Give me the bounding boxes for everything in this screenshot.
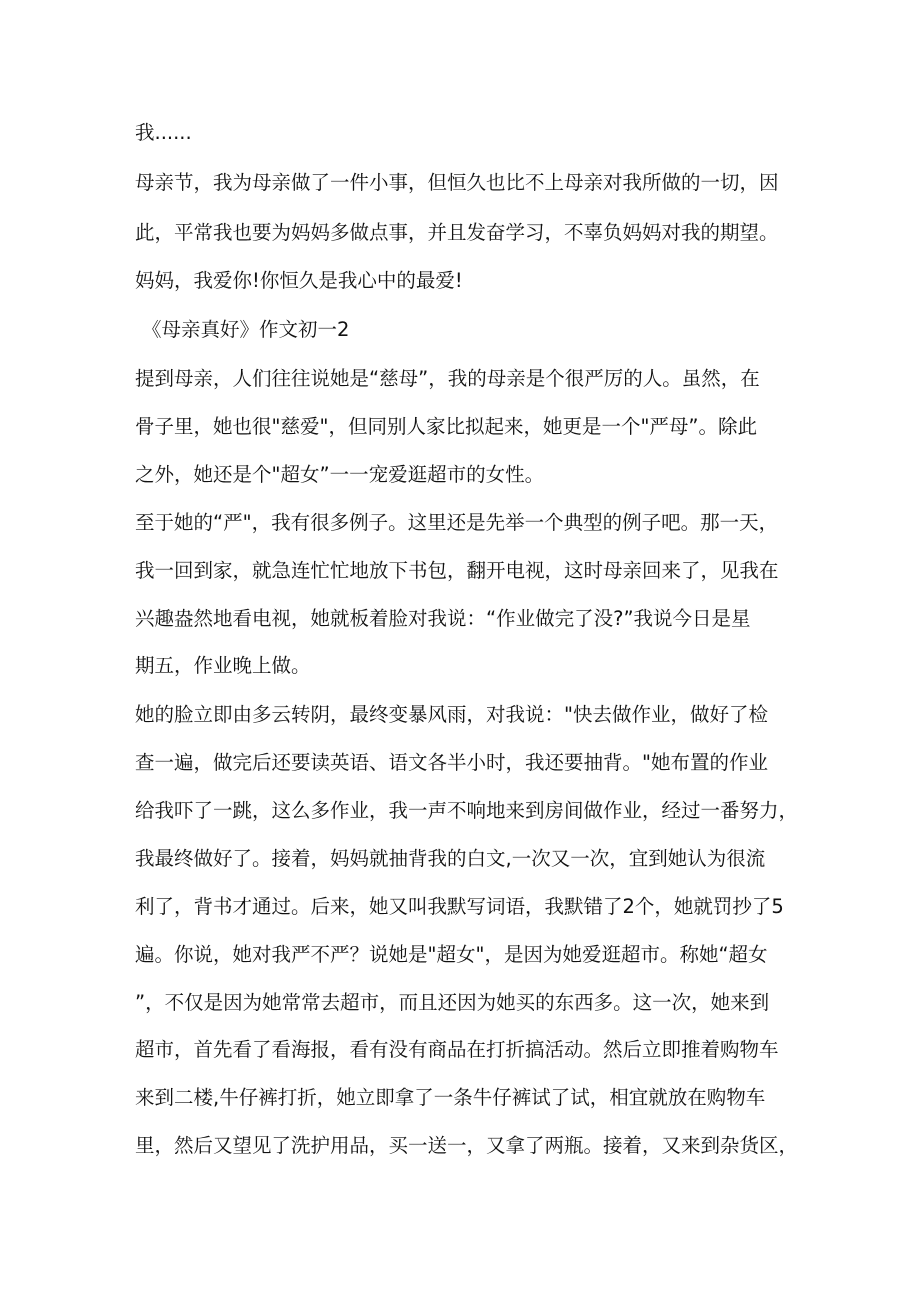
text-line-20: 超市，首先看了看海报，看有没有商品在打折搞活动。然后立即推着购物车 (135, 1038, 779, 1061)
text-line-16: 我最终做好了。接着，妈妈就抽背我的白文,一次又一次，宜到她认为很流 (135, 847, 766, 870)
text-line-2: 母亲节，我为母亲做了一件小事，但恒久也比不上母亲对我所做的一切，因 (135, 171, 779, 194)
text-line-6: 提到母亲，人们往往说她是“慈母”，我的母亲是个很严厉的人。虽然，在 (135, 367, 760, 390)
text-line-14: 查一遍，做完后还要读英语、语文各半小时，我还要抽背。"她布置的作业 (135, 751, 768, 774)
text-line-11: 兴趣盎然地看电视，她就板着脸对我说：“作业做完了没?”我说今日是星 (135, 607, 751, 630)
text-line-7: 骨子里，她也很"慈爱"，但同别人家比拟起来，她更是一个"严母”。除此 (135, 415, 758, 438)
text-line-17: 利了，背书才通过。后来，她又叫我默写词语，我默错了2个，她就罚抄了5 (135, 895, 784, 918)
text-line-19: ”，不仅是因为她常常去超市，而且还因为她买的东西多。这一次，她来到 (135, 991, 770, 1014)
text-line-18: 遍。你说，她对我严不严？说她是"超女"，是因为她爱逛超市。称她“超女 (135, 943, 768, 966)
text-line-10: 我一回到家，就急连忙忙地放下书包，翻开电视，这时母亲回来了，见我在 (135, 559, 779, 582)
text-line-12: 期五，作业晚上做。 (135, 654, 311, 677)
text-line-9: 至于她的“严"，我有很多例子。这里还是先举一个典型的例子吧。那一天， (135, 511, 779, 534)
essay-title: 《母亲真好》作文初一2 (142, 318, 350, 341)
text-line-4: 妈妈，我爱你!你恒久是我心中的最爱! (135, 269, 463, 292)
text-line-21: 来到二楼,牛仔裤打折，她立即拿了一条牛仔裤试了试，相宜就放在购物车 (135, 1086, 766, 1109)
text-line-15: 给我吓了一跳，这么多作业，我一声不响地来到房间做作业，经过一番努力， (135, 799, 799, 822)
text-line-22: 里，然后又望见了洗护用品，买一送一，又拿了两瓶。接着，又来到杂货区， (135, 1134, 799, 1157)
text-line-8: 之外，她还是个"超女”一一宠爱逛超市的女性。 (135, 463, 545, 486)
text-line-1: 我...... (135, 121, 192, 144)
text-line-13: 她的脸立即由多云转阴，最终变暴风雨，对我说："快去做作业，做好了检 (135, 703, 768, 726)
text-line-3: 此，平常我也要为妈妈多做点事，并且发奋学习，不辜负妈妈对我的期望。 (135, 221, 779, 244)
